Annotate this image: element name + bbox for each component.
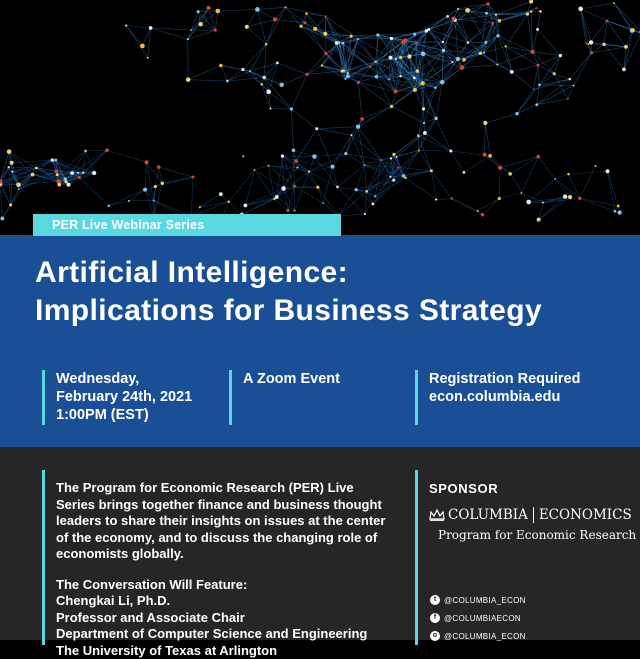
description-line: economists globally. [56, 546, 402, 563]
crown-icon [429, 509, 445, 521]
speaker-line: The University of Texas at Arlington [56, 643, 402, 659]
sponsor-logo [429, 507, 640, 523]
social-links [430, 592, 526, 646]
social-instagram[interactable] [430, 628, 526, 644]
speaker-line: Department of Computer Science and Engineering [56, 626, 402, 643]
title-line-2: Implications for Business Strategy [35, 292, 635, 330]
speaker-line: Professor and Associate Chair [56, 610, 402, 627]
event-venue [229, 370, 340, 425]
description-line: Series brings together finance and business thought [56, 497, 402, 514]
venue-text: A Zoom Event [243, 370, 340, 388]
facebook-icon: f [430, 613, 440, 623]
logo-divider [533, 507, 534, 523]
description-line: of the economy, and to discuss the changing role of [56, 530, 402, 547]
website-link[interactable]: econ.columbia.edu [429, 388, 580, 406]
event-date: February 24th, 2021 [56, 388, 192, 406]
event-day: Wednesday, [56, 370, 192, 388]
social-facebook[interactable] [430, 610, 526, 626]
page-title [35, 254, 635, 330]
title-line-1: Artificial Intelligence: [35, 254, 635, 292]
description-line: leaders to share their insights on issues at the center [56, 513, 402, 530]
instagram-handle: @COLUMBIA_ECON [444, 632, 526, 641]
description [42, 470, 402, 645]
series-tag: PER Live Webinar Series [33, 214, 341, 236]
twitter-handle: @COLUMBIA_ECON [444, 596, 526, 605]
description-line: The Program for Economic Research (PER) Live [56, 480, 402, 497]
sponsor-label: SPONSOR [429, 481, 640, 496]
facebook-handle: @COLUMBIAECON [444, 614, 521, 623]
logo-left-text: COLUMBIA [448, 507, 528, 523]
instagram-icon: o [430, 631, 440, 641]
logo-subtitle: Program for Economic Research [438, 528, 640, 542]
network-graphic [0, 0, 640, 235]
twitter-icon: t [430, 595, 440, 605]
speaker-line: Chengkai Li, Ph.D. [56, 593, 402, 610]
event-time: 1:00PM (EST) [56, 406, 192, 424]
event-datetime [42, 370, 192, 425]
event-registration [415, 370, 580, 425]
feature-heading: The Conversation Will Feature: [56, 577, 402, 594]
hero-network-image [0, 0, 640, 235]
social-twitter[interactable] [430, 592, 526, 608]
registration-text: Registration Required [429, 370, 580, 388]
logo-right-text: ECONOMICS [539, 507, 632, 523]
